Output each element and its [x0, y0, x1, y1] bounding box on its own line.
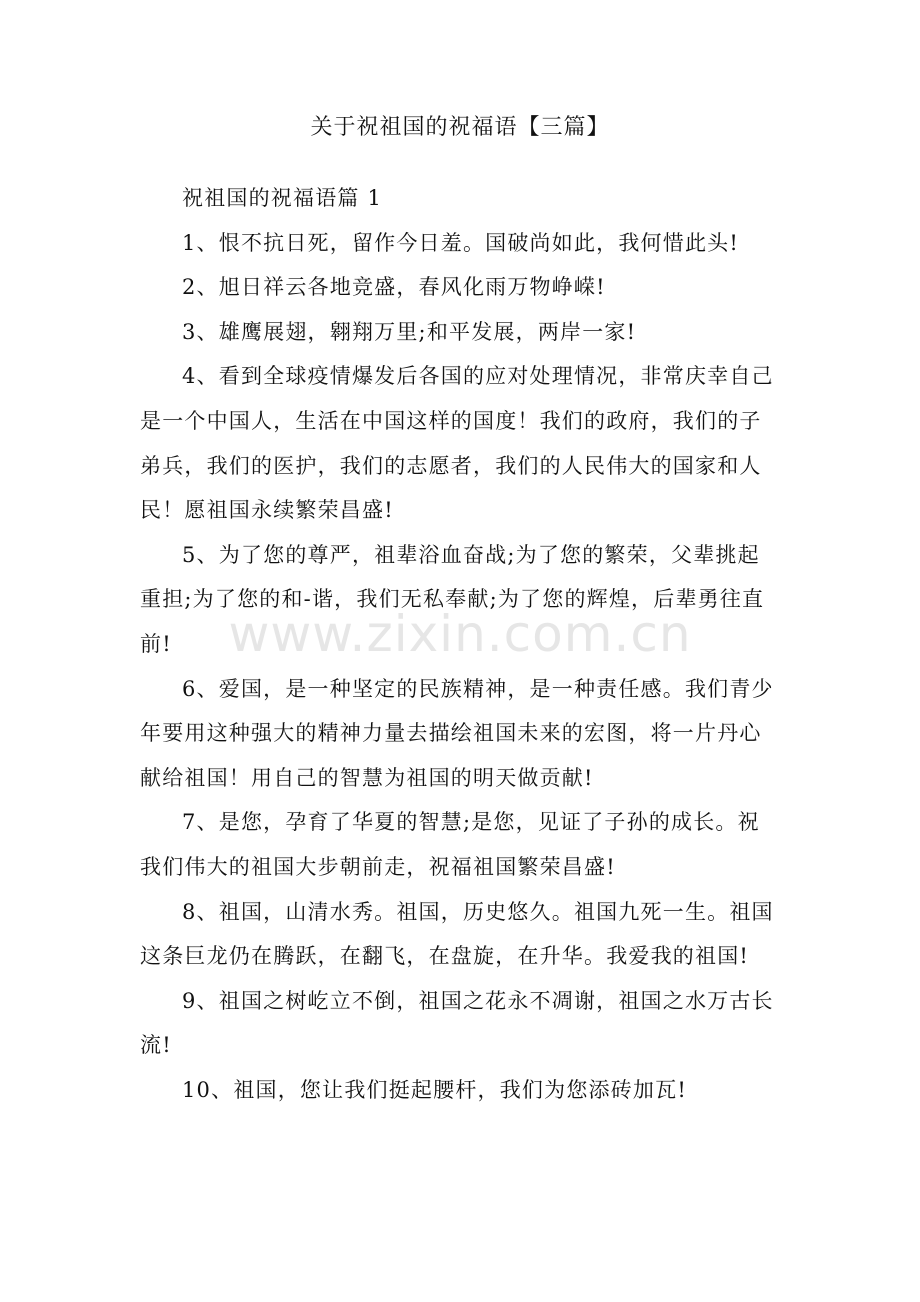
paragraph-1: 1、恨不抗日死，留作今日羞。国破尚如此，我何惜此头! [182, 230, 739, 255]
paragraph-8: 8、祖国，山清水秀。祖国，历史悠久。祖国九死一生。祖国这条巨龙仍在腾跃，在翻飞，在盘旋，在升华。我爱我的祖国! [140, 899, 774, 969]
watermark: www.zixin.com.cn [228, 605, 692, 663]
paragraph-9: 9、祖国之树屹立不倒，祖国之花永不凋谢，祖国之水万古长流! [140, 988, 774, 1058]
document-title: 关于祝祖国的祝福语【三篇】 [310, 115, 610, 140]
document-body [140, 176, 782, 1112]
paragraph-7: 7、是您，孕育了华夏的智慧;是您，见证了子孙的成长。祝我们伟大的祖国大步朝前走，祝福祖国繁荣昌盛! [140, 810, 760, 879]
paragraph-5: 5、为了您的尊严，祖辈浴血奋战;为了您的繁荣，父辈挑起重担;为了您的和-谐，我们无私奉献;为了您的辉煌，后辈勇往直前! [140, 542, 765, 656]
paragraph-3: 3、雄鹰展翅，翱翔万里;和平发展，两岸一家! [182, 319, 637, 344]
paragraph-4: 4、看到全球疫情爆发后各国的应对处理情况，非常庆幸自己是一个中国人，生活在中国这样的国度！我们的政府，我们的子弟兵，我们的医护，我们的志愿者，我们的人民伟大的国家和人民！愿祖国永续繁荣昌盛! [140, 364, 774, 523]
paragraph-6: 6、爱国，是一种坚定的民族精神，是一种责任感。我们青少年要用这种强大的精神力量去描绘祖国未来的宏图，将一片丹心献给祖国！用自己的智慧为祖国的明天做贡献! [140, 676, 774, 790]
paragraph-2: 2、旭日祥云各地竞盛，春风化雨万物峥嵘! [182, 275, 606, 300]
paragraph-10: 10、祖国，您让我们挺起腰杆，我们为您添砖加瓦! [182, 1077, 687, 1102]
section-heading: 祝祖国的祝福语篇 1 [182, 186, 383, 210]
